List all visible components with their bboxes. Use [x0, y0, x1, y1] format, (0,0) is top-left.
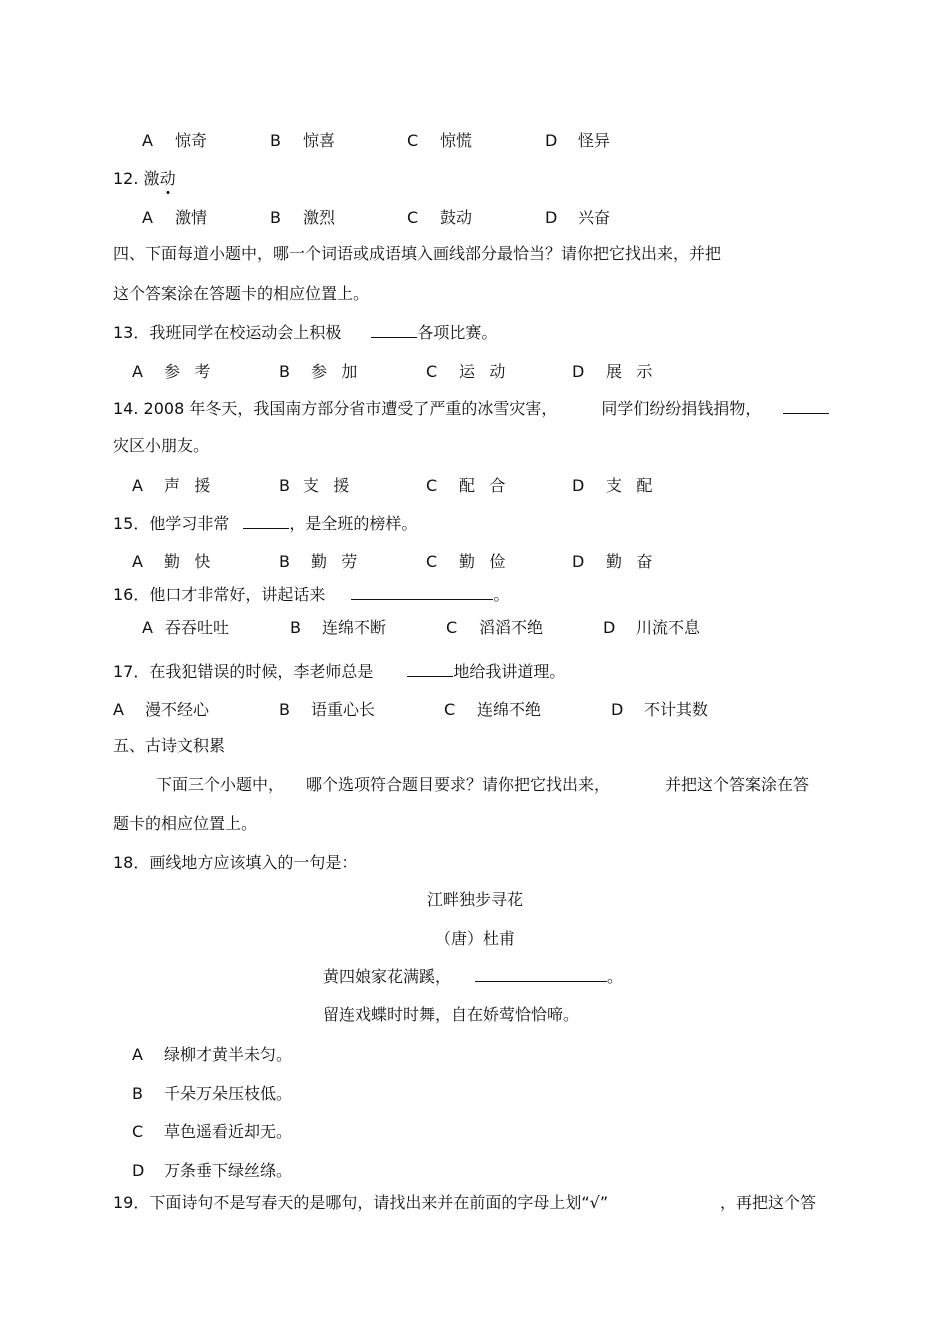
option-letter: A — [142, 618, 153, 637]
option-letter: C — [444, 700, 456, 719]
option-text: 连绵不断 — [322, 618, 387, 637]
question-18-stem: 18．画线地方应该填入的一句是： — [113, 853, 358, 872]
option-text: 配合 — [459, 476, 520, 495]
option-text: 吞吞吐吐 — [165, 618, 230, 637]
poem-text: 。 — [607, 967, 624, 986]
option-text: 绿柳才黄半未匀。 — [164, 1045, 293, 1064]
option-letter: D — [572, 476, 585, 495]
stem-text: 同学们纷纷捐钱捐物， — [601, 399, 762, 418]
option-text: 运动 — [459, 362, 520, 381]
option-text: 惊喜 — [303, 131, 336, 150]
intro-text: 下面三个小题中， — [156, 775, 285, 794]
question-17-stem — [113, 662, 565, 682]
option-text: 兴奋 — [578, 208, 611, 227]
answer-blank — [407, 662, 453, 677]
answer-blank — [783, 399, 829, 414]
option-text: 激烈 — [303, 208, 336, 227]
section-4-heading-cont: 这个答案涂在答题卡的相应位置上。 — [113, 284, 370, 303]
option-letter: A — [132, 1045, 143, 1064]
option-text: 川流不息 — [636, 618, 701, 637]
option-letter: D — [572, 552, 585, 571]
stem-text: 17．在我犯错误的时候，李老师总是 — [113, 662, 374, 681]
answer-blank — [475, 967, 607, 982]
option-text: 连绵不绝 — [477, 700, 542, 719]
stem-text: 15．他学习非常 — [113, 514, 230, 533]
stem-text: 。 — [493, 585, 510, 604]
option-letter: A — [132, 552, 143, 571]
option-text: 展示 — [606, 362, 667, 381]
stem-text: ，再把这个答 — [720, 1193, 817, 1212]
question-14-stem — [113, 399, 829, 419]
option-text: 滔滔不绝 — [479, 618, 544, 637]
option-text: 参加 — [311, 362, 372, 381]
option-text: 万条垂下绿丝绦。 — [164, 1161, 293, 1180]
stem-text: 地给我讲道理。 — [453, 662, 566, 681]
option-text: 千朵万朵压枝低。 — [164, 1084, 293, 1103]
option-letter: D — [603, 618, 616, 637]
option-text: 支援 — [303, 476, 364, 495]
section-5-intro-cont: 题卡的相应位置上。 — [113, 814, 258, 833]
stem-text: 19．下面诗句不是写春天的是哪句，请找出来并在前面的字母上划“√” — [113, 1193, 609, 1212]
option-letter: C — [132, 1122, 144, 1141]
option-text: 支配 — [606, 476, 667, 495]
option-letter: D — [132, 1161, 145, 1180]
option-letter: B — [270, 208, 281, 227]
option-letter: D — [611, 700, 624, 719]
stem-text: 各项比赛。 — [417, 323, 498, 342]
option-letter: B — [279, 476, 290, 495]
option-text: 鼓动 — [440, 208, 473, 227]
question-14-stem-cont: 灾区小朋友。 — [113, 436, 210, 455]
option-text: 勤快 — [164, 552, 225, 571]
option-text: 不计其数 — [644, 700, 709, 719]
question-15-stem — [113, 514, 417, 534]
option-text: 勤奋 — [606, 552, 667, 571]
stem-text: 14. 2008 年冬天，我国南方部分省市遭受了严重的冰雪灾害， — [113, 399, 558, 418]
option-letter: A — [113, 700, 124, 719]
option-text: 惊奇 — [175, 131, 208, 150]
answer-blank — [243, 514, 289, 529]
option-letter: C — [426, 362, 438, 381]
option-text: 语重心长 — [311, 700, 376, 719]
stem-text: 13．我班同学在校运动会上积极 — [113, 323, 342, 342]
option-letter: A — [142, 208, 153, 227]
option-letter: C — [446, 618, 458, 637]
option-text: 声援 — [164, 476, 225, 495]
question-16-stem — [113, 585, 509, 605]
question-12-stem — [113, 169, 176, 189]
question-word — [144, 169, 176, 188]
option-letter: A — [132, 476, 143, 495]
question-number: 12. — [113, 169, 139, 188]
option-text: 草色遥看近却无。 — [164, 1122, 293, 1141]
word-plain: 激 — [143, 169, 160, 188]
option-letter: C — [426, 476, 438, 495]
option-letter: B — [132, 1084, 143, 1103]
option-letter: D — [545, 131, 558, 150]
option-text: 勤俭 — [459, 552, 520, 571]
option-letter: C — [407, 131, 419, 150]
poem-author: （唐）杜甫 — [434, 929, 515, 948]
poem-line-2: 留连戏蝶时时舞，自在娇莺恰恰啼。 — [323, 1005, 580, 1024]
option-letter: C — [407, 208, 419, 227]
stem-text: 16．他口才非常好，讲起话来 — [113, 585, 326, 604]
option-letter: C — [426, 552, 438, 571]
option-letter: B — [270, 131, 281, 150]
option-letter: D — [572, 362, 585, 381]
option-letter: B — [290, 618, 301, 637]
question-13-stem — [113, 323, 497, 343]
answer-blank — [371, 323, 417, 338]
section-4-heading: 四、下面每道小题中，哪一个词语或成语填入画线部分最恰当？请你把它找出来，并把 — [113, 244, 722, 263]
option-text: 怪异 — [578, 131, 611, 150]
option-text: 勤劳 — [311, 552, 372, 571]
stem-text: ，是全班的榜样。 — [289, 514, 418, 533]
section-5-title: 五、古诗文积累 — [113, 736, 226, 755]
poem-text: 黄四娘家花满蹊， — [323, 967, 452, 986]
option-letter: D — [545, 208, 558, 227]
option-text: 惊慌 — [440, 131, 473, 150]
option-text: 参考 — [164, 362, 225, 381]
option-letter: B — [279, 700, 290, 719]
answer-blank — [351, 585, 493, 600]
option-letter: A — [132, 362, 143, 381]
option-text: 漫不经心 — [145, 700, 210, 719]
option-letter: B — [279, 362, 290, 381]
poem-line-1 — [323, 967, 623, 987]
word-dotted: 动 — [159, 169, 176, 188]
option-text: 激情 — [175, 208, 208, 227]
option-letter: A — [142, 131, 153, 150]
poem-title: 江畔独步寻花 — [426, 890, 523, 909]
intro-text: 并把这个答案涂在答 — [665, 775, 810, 794]
intro-text: 哪个选项符合题目要求？请你把它找出来， — [306, 775, 611, 794]
option-letter: B — [279, 552, 290, 571]
